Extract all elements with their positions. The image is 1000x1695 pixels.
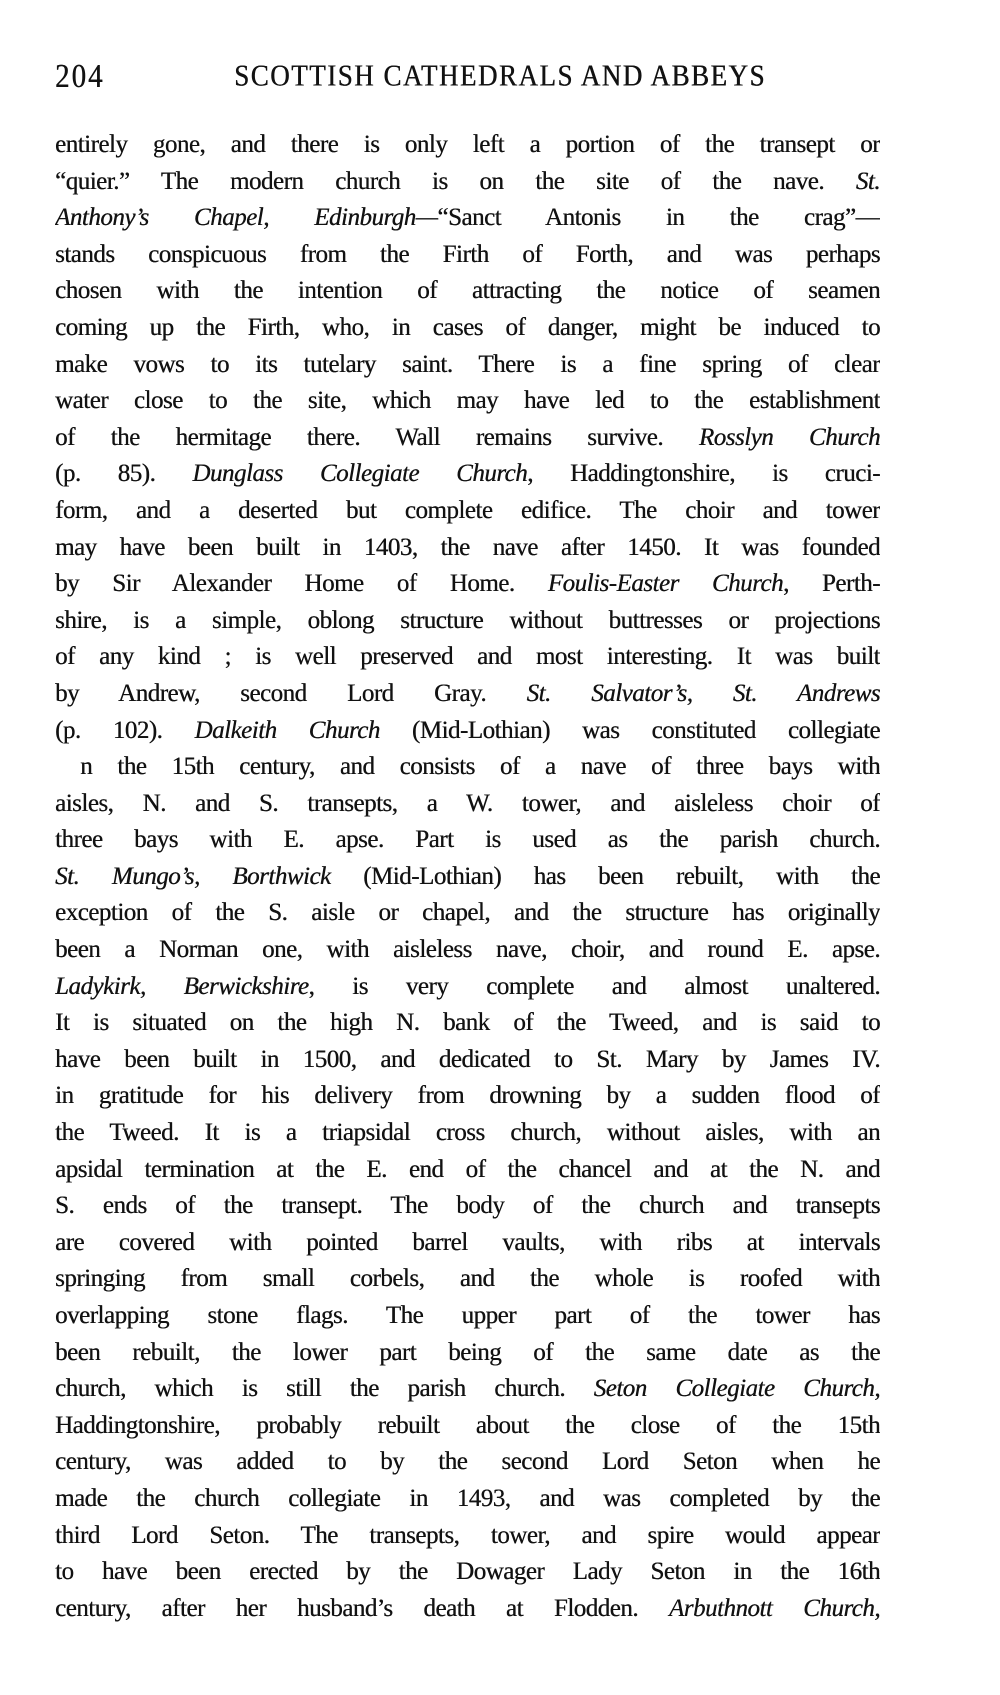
italic-text-segment: Arbuthnott Church, xyxy=(668,1594,880,1622)
text-line xyxy=(55,639,880,676)
text-segment: (Mid-Lothian) was constituted collegiate xyxy=(379,716,880,744)
text-line xyxy=(55,383,880,420)
text-line xyxy=(55,1042,880,1079)
text-line xyxy=(55,273,880,310)
text-segment: aisles, N. and S. transepts, a W. tower, and aisleless choir of xyxy=(55,789,880,817)
italic-text-segment: Dalkeith Church xyxy=(194,716,380,744)
text-segment: overlapping stone flags. The upper part of the tower has xyxy=(55,1302,880,1329)
text-line xyxy=(55,1261,880,1298)
text-segment: century, after her husband’s death at Flodden. xyxy=(55,1594,669,1622)
text-segment: the Tweed. It is a triapsidal cross church, without aisles, with an xyxy=(55,1119,880,1147)
text-line xyxy=(55,603,880,640)
text-line xyxy=(55,1225,880,1262)
text-segment: apsidal termination at the E. end of the chancel and at the N. and xyxy=(55,1155,880,1183)
text-line xyxy=(55,1408,880,1445)
text-segment: made the church collegiate in 1493, and was completed by the xyxy=(55,1484,880,1512)
text-segment: third Lord Seton. The transepts, tower, and spire would appear xyxy=(55,1521,880,1549)
text-line xyxy=(55,1298,880,1335)
text-segment: It is situated on the high N. bank of the Tweed, and is said to xyxy=(55,1009,880,1037)
text-segment: n the 15th century, and consists of a nave of three bays with xyxy=(55,753,880,781)
text-segment: (p. 85). xyxy=(55,460,193,488)
text-line xyxy=(55,1481,880,1518)
text-segment: shire, is a simple, oblong structure without buttresses or projections xyxy=(55,606,880,634)
body-text xyxy=(55,127,880,1627)
text-segment: to have been erected by the Dowager Lady Seton in the 16th xyxy=(55,1558,880,1586)
text-line xyxy=(55,822,880,859)
text-segment: entirely gone, and there is only left a portion of the transept or xyxy=(55,131,880,158)
text-segment: in gratitude for his delivery from drowning by a sudden flood of xyxy=(55,1082,880,1110)
italic-text-segment: St. Mungo’s, Borthwick xyxy=(55,862,331,890)
text-line xyxy=(55,127,880,164)
text-segment: water close to the site, which may have led to the establishment xyxy=(55,387,880,415)
text-line xyxy=(55,420,880,457)
text-line xyxy=(55,749,880,786)
text-segment: Haddingtonshire, probably rebuilt about the close of the 15th xyxy=(55,1411,880,1439)
text-segment: by Andrew, second Lord Gray. xyxy=(55,679,527,707)
text-segment: been rebuilt, the lower part being of the same date as the xyxy=(55,1338,880,1366)
text-line xyxy=(55,1371,880,1408)
text-line xyxy=(55,1115,880,1152)
text-segment: (Mid-Lothian) has been rebuilt, with the xyxy=(330,862,880,890)
text-segment: “Sanct Antonis in the crag”— xyxy=(437,204,880,232)
text-segment: are covered with pointed barrel vaults, with ribs at intervals xyxy=(55,1228,880,1256)
italic-text-segment: Seton Collegiate Church, xyxy=(593,1375,880,1403)
text-line xyxy=(55,347,880,384)
text-line xyxy=(55,310,880,347)
text-segment: three bays with E. apse. Part is used as the parish church. xyxy=(55,826,880,854)
page-number: 204 xyxy=(55,58,105,95)
text-segment: (p. 102). xyxy=(55,716,195,744)
text-line xyxy=(55,713,880,750)
text-segment: “quier.” The modern church is on the site of the nave. xyxy=(55,167,856,195)
text-line xyxy=(55,676,880,713)
text-segment: springing from small corbels, and the whole is roofed with xyxy=(55,1265,880,1293)
text-segment: of any kind ; is well preserved and most interesting. It was built xyxy=(55,643,880,671)
text-line xyxy=(55,1591,880,1628)
text-segment: , Perth- xyxy=(782,570,880,598)
italic-text-segment: Foulis-Easter Church xyxy=(547,570,783,598)
italic-text-segment: Dunglass Collegiate Church xyxy=(192,460,528,488)
text-line xyxy=(55,932,880,969)
text-segment: church, which is still the parish church. xyxy=(55,1375,594,1403)
text-segment: century, was added to by the second Lord Seton when he xyxy=(55,1448,880,1476)
italic-text-segment: Rosslyn Church xyxy=(698,423,880,451)
text-segment: have been built in 1500, and dedicated to St. Mary by James IV. xyxy=(55,1045,880,1073)
text-segment: make vows to its tutelary saint. There is a fine spring of clear xyxy=(55,350,880,378)
text-line xyxy=(55,456,880,493)
text-line xyxy=(55,237,880,274)
text-line xyxy=(55,200,880,237)
text-line xyxy=(55,1518,880,1555)
text-line xyxy=(55,1335,880,1372)
text-line xyxy=(55,566,880,603)
text-line xyxy=(55,1444,880,1481)
text-segment: , Haddingtonshire, is cruci- xyxy=(527,460,880,488)
text-line xyxy=(55,164,880,201)
text-line xyxy=(55,530,880,567)
text-line xyxy=(55,895,880,932)
italic-text-segment: St. xyxy=(855,167,880,195)
text-line xyxy=(55,493,880,530)
running-title: SCOTTISH CATHEDRALS AND ABBEYS xyxy=(234,58,766,93)
text-segment: , is very complete and almost unaltered. xyxy=(308,972,880,1000)
text-segment: been a Norman one, with aisleless nave, choir, and round E. apse. xyxy=(55,936,880,964)
text-segment: stands conspicuous from the Firth of Forth, and was perhaps xyxy=(55,240,880,268)
text-line xyxy=(55,1554,880,1591)
text-line xyxy=(55,1005,880,1042)
text-segment: of the hermitage there. Wall remains survive. xyxy=(55,423,699,451)
text-segment: coming up the Firth, who, in cases of danger, might be induced to xyxy=(55,313,880,341)
text-segment: chosen with the intention of attracting the notice of seamen xyxy=(55,277,880,305)
text-line xyxy=(55,969,880,1006)
italic-text-segment: Anthony’s Chapel, Edinburgh— xyxy=(55,204,438,232)
text-line xyxy=(55,1078,880,1115)
text-line xyxy=(55,786,880,823)
text-segment: form, and a deserted but complete edifice. The choir and tower xyxy=(55,496,880,524)
text-line xyxy=(55,1152,880,1189)
text-segment: by Sir Alexander Home of Home. xyxy=(55,570,548,598)
text-segment: S. ends of the transept. The body of the church and transepts xyxy=(55,1192,880,1220)
text-segment: exception of the S. aisle or chapel, and the structure has originally xyxy=(55,899,880,927)
text-line xyxy=(55,859,880,896)
text-segment: may have been built in 1403, the nave after 1450. It was founded xyxy=(55,533,880,561)
italic-text-segment: St. Salvator’s, St. Andrews xyxy=(526,679,880,707)
italic-text-segment: Ladykirk, Berwickshire xyxy=(55,972,309,1000)
text-line xyxy=(55,1188,880,1225)
